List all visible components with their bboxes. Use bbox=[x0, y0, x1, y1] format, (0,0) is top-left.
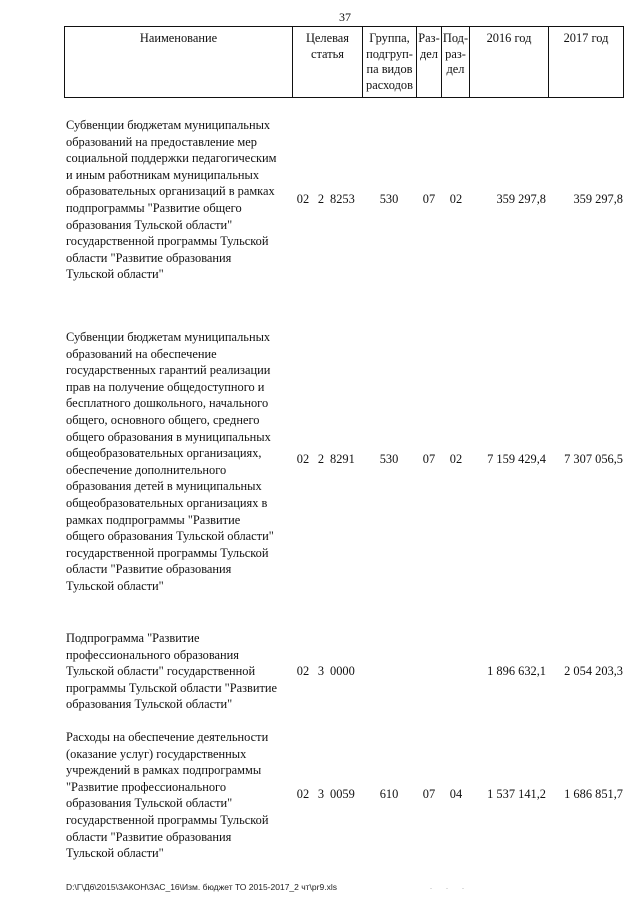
row-csr-subprogram: 2 bbox=[317, 452, 325, 466]
row-amount-2016: 1 896 632,1 bbox=[487, 664, 546, 678]
row-section: 07 bbox=[422, 787, 436, 801]
row-csr-program: 02 bbox=[296, 787, 310, 801]
row-expense-group: 610 bbox=[379, 787, 399, 801]
row-csr-program: 02 bbox=[296, 452, 310, 466]
row-csr-program: 02 bbox=[296, 664, 310, 678]
row-amount-2017: 7 307 056,5 bbox=[564, 452, 623, 466]
row-csr-direction: 8253 bbox=[330, 192, 355, 206]
row-name: Расходы на обеспечение деятельности (оказание услуг) государственных учреждений в рамках подпрограммы "Развитие профессионального образования Тульской области" государственной программы Тульской области "Развитие образования Тульской области" bbox=[66, 730, 269, 861]
header-subsection: Под- раз- дел bbox=[442, 31, 469, 76]
header-section: Раз- дел bbox=[418, 31, 440, 61]
row-subsection: 02 bbox=[449, 452, 463, 466]
row-csr-direction: 8291 bbox=[330, 452, 355, 466]
header-name: Наименование bbox=[139, 31, 218, 45]
row-amount-2017: 1 686 851,7 bbox=[564, 787, 623, 801]
row-subsection: 04 bbox=[449, 787, 463, 801]
header-target-article: Целевая статья bbox=[305, 31, 350, 61]
header-top-border bbox=[64, 26, 624, 27]
file-path-footer: D:\Г\Д6\2015\ЗАКОН\ЗАС_16\Изм. бюджет ТО 2015-2017_2 чт\pr9.xls bbox=[66, 882, 337, 892]
scan-marks: . . . bbox=[430, 882, 470, 891]
row-csr-program: 02 bbox=[296, 192, 310, 206]
page-number: 37 bbox=[339, 10, 351, 24]
row-amount-2016: 359 297,8 bbox=[496, 192, 546, 206]
row-expense-group: 530 bbox=[379, 192, 399, 206]
header-year-2017: 2017 год bbox=[563, 31, 609, 45]
header-bottom-border bbox=[64, 97, 624, 98]
header-year-2016: 2016 год bbox=[486, 31, 532, 45]
row-expense-group: 530 bbox=[379, 452, 399, 466]
row-amount-2017: 359 297,8 bbox=[573, 192, 623, 206]
row-amount-2017: 2 054 203,3 bbox=[564, 664, 623, 678]
row-csr-subprogram: 2 bbox=[317, 192, 325, 206]
header-group: Группа, подгруп- па видов расходов bbox=[366, 31, 413, 92]
row-csr-subprogram: 3 bbox=[317, 664, 325, 678]
row-name: Подпрограмма "Развитие профессионального образования Тульской области" государственной программы Тульской области "Развитие образования Тульской области" bbox=[66, 631, 278, 712]
row-csr-direction: 0059 bbox=[330, 787, 355, 801]
row-section: 07 bbox=[422, 192, 436, 206]
row-amount-2016: 7 159 429,4 bbox=[487, 452, 546, 466]
row-amount-2016: 1 537 141,2 bbox=[487, 787, 546, 801]
row-csr-subprogram: 3 bbox=[317, 787, 325, 801]
row-csr-direction: 0000 bbox=[330, 664, 355, 678]
row-section: 07 bbox=[422, 452, 436, 466]
header-col-sep-7 bbox=[623, 26, 624, 98]
row-name: Субвенции бюджетам муниципальных образований на предоставление мер социальной поддержки педагогическим и иным работникам муниципальных образовательных организаций в рамках подпрограммы "Развитие общего образования Тульской области" государственной программы Тульской области "Развитие образования Тульской области" bbox=[66, 118, 277, 282]
row-subsection: 02 bbox=[449, 192, 463, 206]
row-name: Субвенции бюджетам муниципальных образований на обеспечение государственных гарантий реализации прав на получение общедоступного и бесплатного дошкольного, начального общего, основного общего, среднего общего образования в муниципальных общеобразовательных организациях, обеспечение дополнительного образования детей в муниципальных общеобразовательных организациях в рамках подпрограммы "Развитие общего образования Тульской области" государственной программы Тульской области "Развитие образования Тульской области" bbox=[66, 330, 274, 593]
